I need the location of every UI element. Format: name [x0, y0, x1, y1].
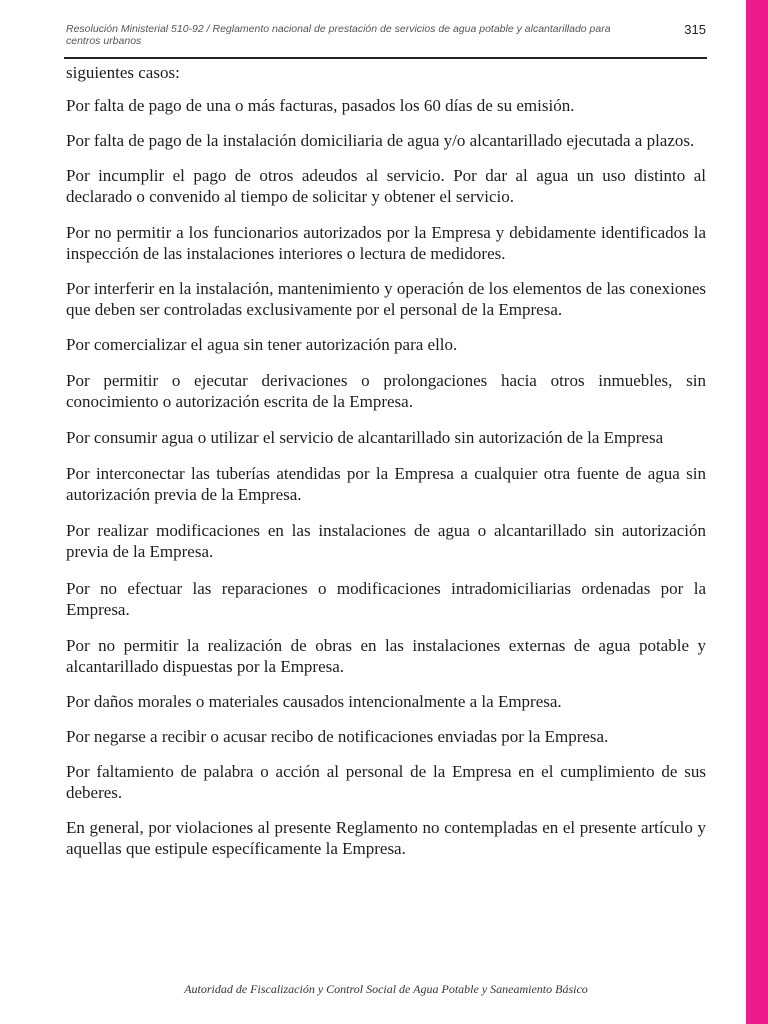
list-item: Por comercializar el agua sin tener autorización para ello. [66, 335, 458, 354]
magenta-side-bar [746, 0, 768, 1024]
page-number: 315 [684, 22, 706, 37]
list-item: Por interconectar las tuberías atendidas por la Empresa a cualquier otra fuente de agua sin autorización previa de la Empresa. [66, 464, 706, 504]
header-rule [64, 57, 707, 59]
list-item: Por incumplir el pago de otros adeudos al servicio. Por dar al agua un uso distinto al declarado o convenido al tiempo de solicitar y obtener el servicio. [66, 166, 706, 206]
list-item: En general, por violaciones al presente Reglamento no contempladas en el presente artículo y aquellas que estipule específicamente la Empresa. [66, 818, 706, 858]
document-body [66, 62, 706, 859]
list-item: Por no permitir a los funcionarios autorizados por la Empresa y debidamente identificados la inspección de las instalaciones interiores o lectura de medidores. [66, 223, 706, 263]
list-item: Por consumir agua o utilizar el servicio de alcantarillado sin autorización de la Empresa [66, 428, 664, 447]
list-item: Por permitir o ejecutar derivaciones o prolongaciones hacia otros inmuebles, sin conocimiento o autorización escrita de la Empresa. [66, 371, 706, 411]
list-item: Por negarse a recibir o acusar recibo de notificaciones enviadas por la Empresa. [66, 727, 609, 746]
list-item: Por faltamiento de palabra o acción al personal de la Empresa en el cumplimiento de sus deberes. [66, 762, 706, 802]
list-item: Por falta de pago de una o más facturas, pasados los 60 días de su emisión. [66, 96, 575, 115]
list-item: Por no efectuar las reparaciones o modificaciones intradomiciliarias ordenadas por la Empresa. [66, 579, 706, 619]
list-item: Por falta de pago de la instalación domiciliaria de agua y/o alcantarillado ejecutada a plazos. [66, 131, 695, 150]
list-item: Por no permitir la realización de obras en las instalaciones externas de agua potable y alcantarillado dispuestas por la Empresa. [66, 636, 706, 676]
running-title: Resolución Ministerial 510-92 / Reglamento nacional de prestación de servicios de agua potable y alcantarillado para centros urbanos [66, 23, 611, 47]
list-item: Por daños morales o materiales causados intencionalmente a la Empresa. [66, 692, 562, 711]
page-header [66, 23, 706, 47]
lead-text: siguientes casos: [66, 63, 180, 82]
list-item: Por interferir en la instalación, mantenimiento y operación de los elementos de las conexiones que deben ser controladas exclusivamente por el personal de la Empresa. [66, 279, 706, 319]
list-item: Por realizar modificaciones en las instalaciones de agua o alcantarillado sin autorización previa de la Empresa. [66, 521, 706, 561]
page-footer: Autoridad de Fiscalización y Control Social de Agua Potable y Saneamiento Básico [184, 982, 588, 996]
